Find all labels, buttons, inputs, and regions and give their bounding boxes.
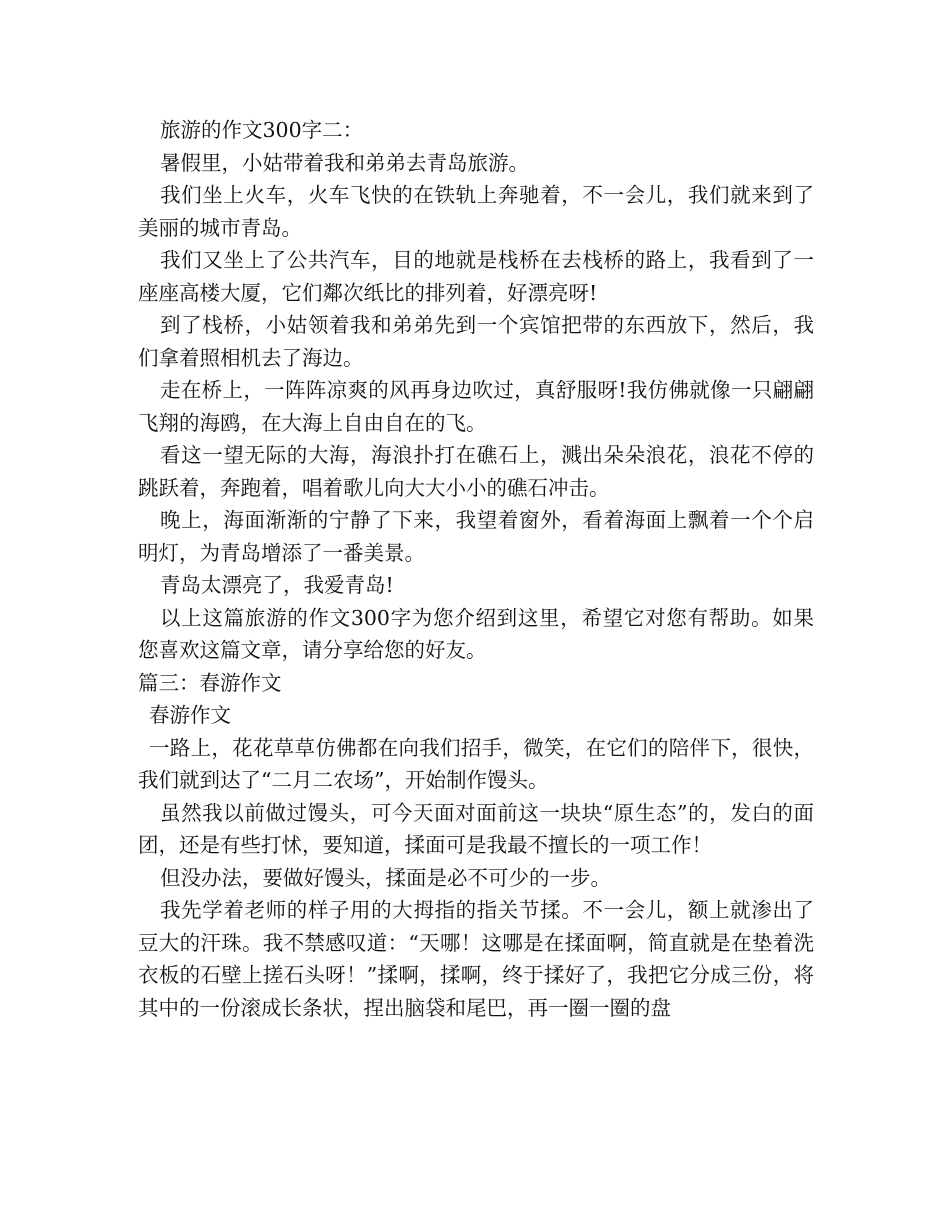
paragraph: 走在桥上，一阵阵凉爽的风再身边吹过，真舒服呀!我仿佛就像一只翩翩飞翔的海鸥，在大海上自由自在的飞。 bbox=[138, 378, 814, 435]
paragraph: 青岛太漂亮了，我爱青岛! bbox=[160, 573, 394, 597]
paragraph-closing-note: 以上这篇旅游的作文300字为您介绍到这里，希望它对您有帮助。如果您喜欢这篇文章，请分享给您的好友。 bbox=[138, 605, 814, 662]
document-body bbox=[138, 114, 814, 1024]
paragraph: 晚上，海面渐渐的宁静了下来，我望着窗外，看着海面上飘着一个个启明灯，为青岛增添了一番美景。 bbox=[138, 508, 814, 565]
paragraph: 我们又坐上了公共汽车，目的地就是栈桥在去栈桥的路上，我看到了一座座高楼大厦，它们鄰次纸比的排列着，好漂亮呀! bbox=[138, 248, 814, 305]
section-heading: 篇三：春游作文 bbox=[138, 670, 282, 695]
paragraph: 虽然我以前做过馒头，可今天面对面前这一块块“原生态”的，发白的面团，还是有些打怵，要知道，揉面可是我最不擅长的一项工作！ bbox=[138, 800, 814, 857]
paragraph: 暑假里，小姑带着我和弟弟去青岛旅游。 bbox=[160, 150, 529, 175]
essay-title: 春游作文 bbox=[149, 703, 231, 727]
paragraph-essay-title: 旅游的作文300字二： bbox=[160, 118, 364, 142]
paragraph: 一路上，花花草草仿佛都在向我们招手，微笑，在它们的陪伴下，很快，我们就到达了“二月二农场”，开始制作馒头。 bbox=[138, 735, 814, 792]
paragraph: 到了栈桥，小姑领着我和弟弟先到一个宾馆把带的东西放下，然后，我们拿着照相机去了海边。 bbox=[138, 313, 814, 370]
paragraph: 但没办法，要做好馒头，揉面是必不可少的一步。 bbox=[160, 865, 611, 890]
paragraph: 我先学着老师的样子用的大拇指的指关节揉。不一会儿，额上就渗出了豆大的汗珠。我不禁感叹道：“天哪！这哪是在揉面啊，简直就是在垫着洗衣板的石壁上搓石头呀！”揉啊，揉啊，终于揉好了，我把它分成三份，将其中的一份滚成长条状，捏出脑袋和尾巴，再一圈一圈的盘 bbox=[138, 898, 814, 1020]
paragraph: 看这一望无际的大海，海浪扑打在礁石上，溅出朵朵浪花，浪花不停的跳跃着，奔跑着，唱着歌儿向大大小小的礁石冲击。 bbox=[138, 443, 814, 500]
paragraph: 我们坐上火车，火车飞快的在铁轨上奔驰着，不一会儿，我们就来到了美丽的城市青岛。 bbox=[138, 183, 814, 240]
